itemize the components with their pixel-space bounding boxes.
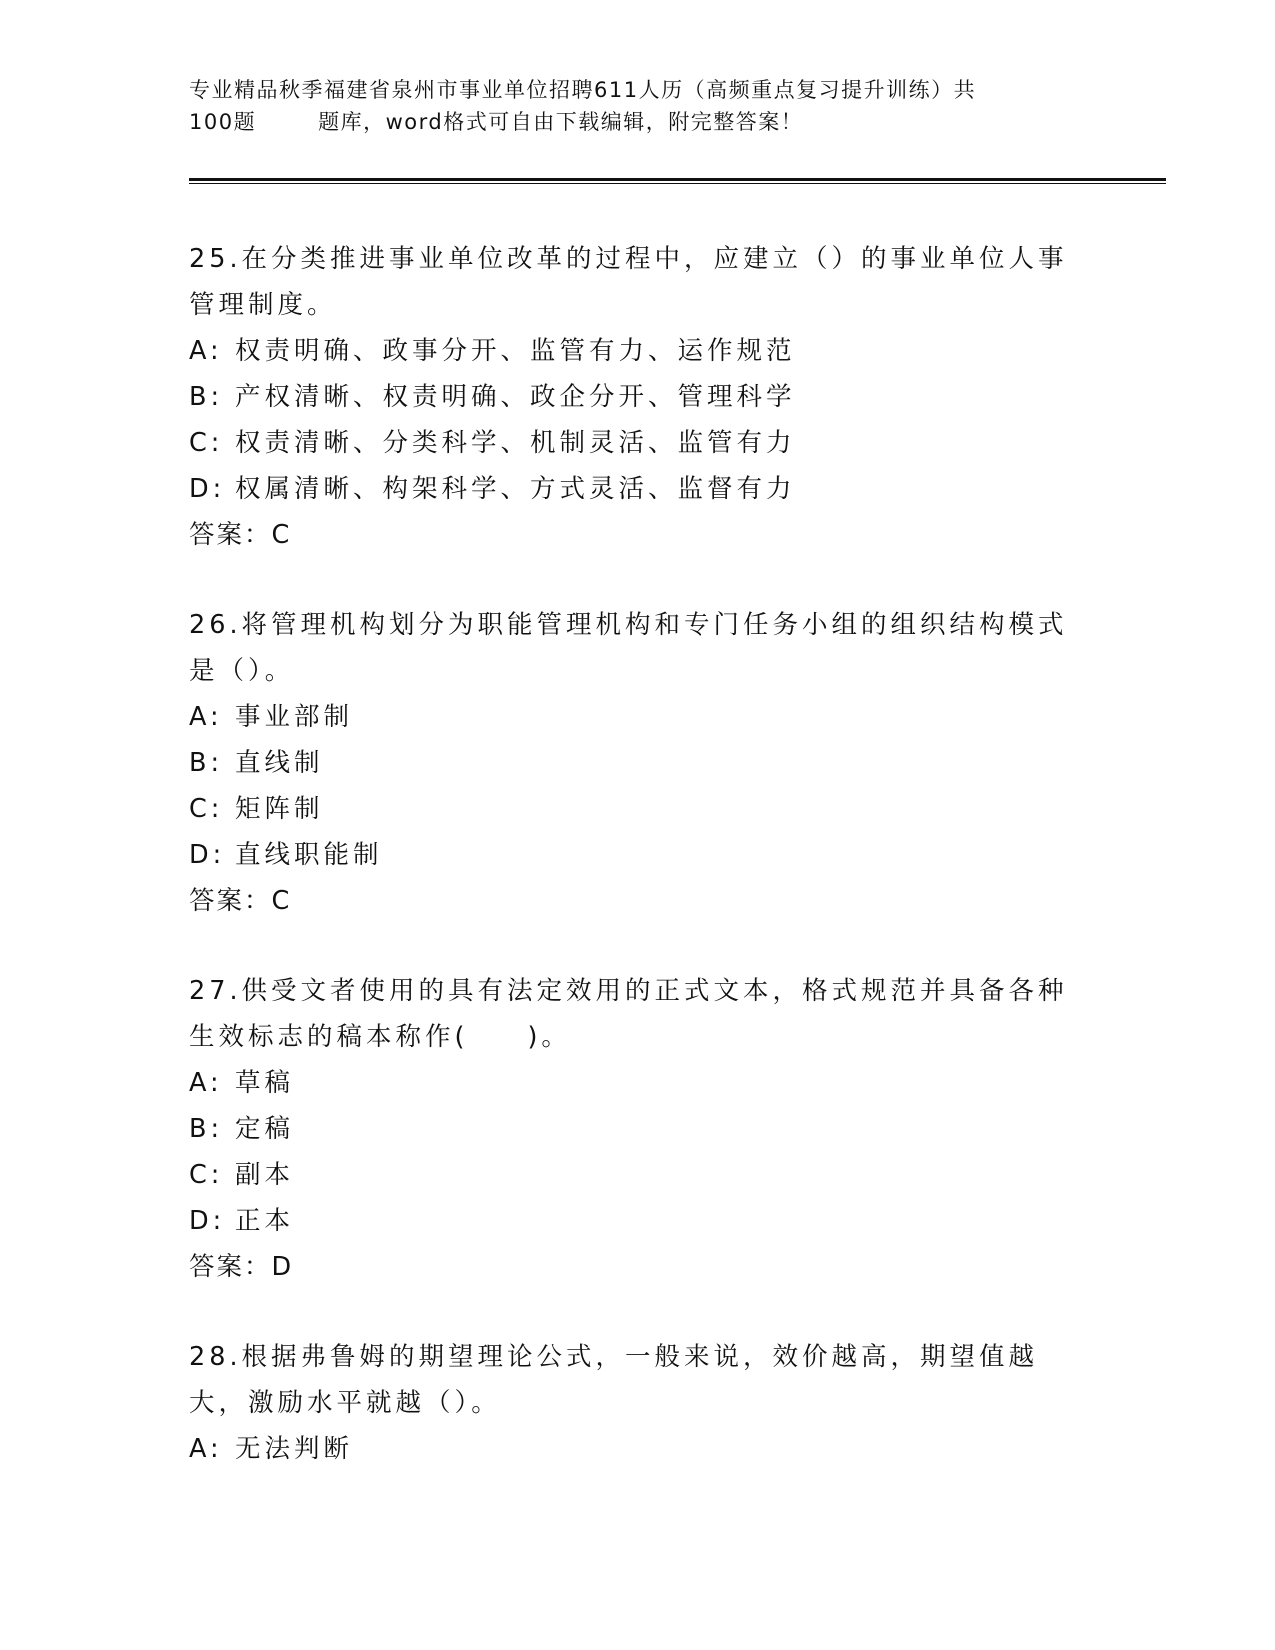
answer-label: 答案：D	[189, 1252, 294, 1282]
question-list	[189, 236, 1089, 1516]
option-b	[189, 374, 1089, 420]
option-text: 权属清晰、构架科学、方式灵活、监督有力	[235, 474, 796, 504]
option-text: 无法判断	[235, 1434, 354, 1464]
option-letter: C:	[189, 1160, 224, 1190]
option-text: 直线制	[235, 748, 324, 778]
option-b	[189, 740, 1089, 786]
option-text: 正本	[235, 1206, 295, 1236]
question-stem: 27.供受文者使用的具有法定效用的正式文本，格式规范并具备各种生效标志的稿本称作( )。	[189, 976, 1068, 1052]
question-27	[189, 968, 1089, 1290]
option-text: 副本	[235, 1160, 295, 1190]
document-header	[189, 74, 1069, 138]
option-d	[189, 466, 1089, 512]
option-letter: C:	[189, 794, 224, 824]
question-stem: 25.在分类推进事业单位改革的过程中，应建立（）的事业单位人事管理制度。	[189, 244, 1068, 320]
option-letter: B:	[189, 382, 224, 412]
header-divider-thin	[189, 183, 1166, 184]
option-text: 产权清晰、权责明确、政企分开、管理科学	[235, 382, 796, 412]
option-letter: D:	[189, 474, 226, 504]
header-description: 题库，word格式可自由下载编辑，附完整答案！	[318, 110, 804, 134]
option-letter: C:	[189, 428, 224, 458]
question-26	[189, 602, 1089, 924]
question-25	[189, 236, 1089, 558]
answer-label: 答案：C	[189, 520, 292, 550]
option-a	[189, 694, 1089, 740]
option-text: 事业部制	[235, 702, 354, 732]
header-line-1: 专业精品秋季福建省泉州市事业单位招聘611人历（高频重点复习提升训练）共	[189, 78, 977, 102]
option-text: 矩阵制	[235, 794, 324, 824]
option-text: 直线职能制	[235, 840, 383, 870]
option-a	[189, 1060, 1089, 1106]
option-d	[189, 832, 1089, 878]
header-line-2	[189, 106, 1069, 138]
option-text: 权责清晰、分类科学、机制灵活、监管有力	[235, 428, 796, 458]
option-b	[189, 1106, 1089, 1152]
question-stem: 28.根据弗鲁姆的期望理论公式，一般来说，效价越高，期望值越大，激励水平就越（）。	[189, 1342, 1039, 1418]
option-c	[189, 1152, 1089, 1198]
option-letter: B:	[189, 1114, 224, 1144]
option-letter: A:	[189, 1434, 223, 1464]
header-divider-thick	[189, 178, 1166, 181]
option-c	[189, 786, 1089, 832]
question-28	[189, 1334, 1089, 1472]
option-d	[189, 1198, 1089, 1244]
option-c	[189, 420, 1089, 466]
option-letter: A:	[189, 1068, 223, 1098]
option-letter: B:	[189, 748, 224, 778]
option-letter: A:	[189, 336, 223, 366]
option-a	[189, 1426, 1089, 1472]
option-text: 草稿	[235, 1068, 295, 1098]
option-a	[189, 328, 1089, 374]
option-text: 权责明确、政事分开、监管有力、运作规范	[235, 336, 796, 366]
option-letter: D:	[189, 840, 226, 870]
option-letter: A:	[189, 702, 223, 732]
answer-label: 答案：C	[189, 886, 292, 916]
option-text: 定稿	[235, 1114, 295, 1144]
header-question-count: 100题	[189, 110, 257, 134]
question-stem: 26.将管理机构划分为职能管理机构和专门任务小组的组织结构模式是（）。	[189, 610, 1068, 686]
option-letter: D:	[189, 1206, 226, 1236]
